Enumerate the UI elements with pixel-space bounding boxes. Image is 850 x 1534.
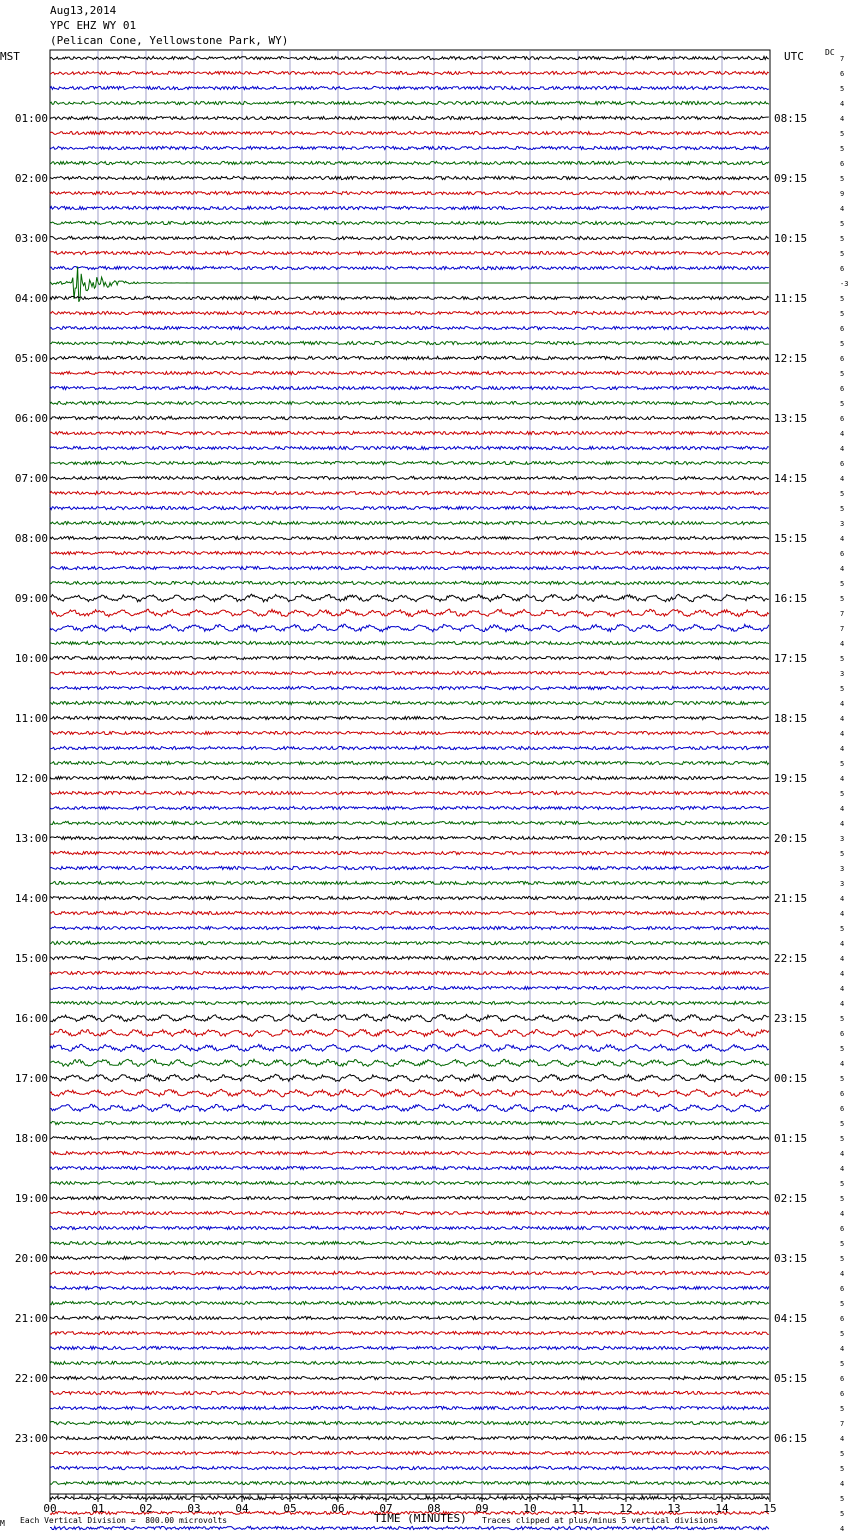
mst-hour-label: 19:00 — [14, 1192, 48, 1205]
seismic-trace — [50, 1301, 769, 1304]
dc-offset-label: 4 — [840, 1435, 845, 1443]
seismic-trace — [50, 941, 769, 944]
utc-hour-label: 13:15 — [774, 412, 808, 425]
dc-offset-label: 5 — [840, 220, 845, 228]
clip-note: Traces clipped at plus/minus 5 vertical divisions — [482, 1516, 719, 1525]
dc-offset-label: 3 — [840, 880, 845, 888]
seismic-trace — [50, 1496, 769, 1499]
dc-offset-label: 4 — [840, 970, 845, 978]
x-tick-label: 13 — [667, 1502, 681, 1515]
dc-offset-label: 5 — [840, 1015, 845, 1023]
seismic-trace — [50, 866, 769, 869]
seismic-trace — [50, 146, 769, 149]
seismic-trace — [50, 1391, 769, 1394]
seismic-trace — [50, 101, 769, 104]
seismic-trace — [50, 131, 769, 134]
dc-offset-label: 5 — [840, 1075, 845, 1083]
seismic-trace — [50, 1316, 769, 1319]
dc-offset-label: 6 — [840, 1390, 845, 1398]
dc-offset-label: 5 — [840, 85, 845, 93]
dc-offset-label: 5 — [840, 760, 845, 768]
x-tick-label: 06 — [331, 1502, 345, 1515]
seismic-trace — [50, 1286, 769, 1289]
seismic-trace — [50, 776, 769, 779]
seismic-trace — [50, 624, 769, 632]
utc-hour-label: 05:15 — [774, 1372, 808, 1385]
dc-offset-label: 4 — [840, 775, 845, 783]
mst-hour-label: 23:00 — [14, 1432, 48, 1445]
seismic-trace — [50, 686, 769, 689]
dc-offset-label: 5 — [840, 1120, 845, 1128]
utc-hour-label: 20:15 — [774, 832, 808, 845]
dc-offset-label: 6 — [840, 385, 845, 393]
mst-hour-label: 05:00 — [14, 352, 48, 365]
seismic-trace — [50, 1421, 769, 1424]
dc-offset-label: 6 — [840, 1225, 845, 1233]
dc-offset-label: 7 — [840, 55, 845, 63]
seismic-trace — [50, 221, 769, 224]
seismic-trace — [50, 671, 769, 674]
seismic-trace — [50, 851, 769, 854]
seismic-trace — [50, 56, 769, 59]
utc-hour-label: 16:15 — [774, 592, 808, 605]
dc-offset-label: 4 — [840, 100, 845, 108]
dc-offset-label: 5 — [840, 1510, 845, 1518]
dc-offset-label: 5 — [840, 310, 845, 318]
dc-offset-label: 4 — [840, 1345, 845, 1353]
dc-offset-label: 4 — [840, 115, 845, 123]
seismic-trace — [50, 1376, 769, 1379]
seismic-trace — [50, 1451, 769, 1454]
mst-hour-label: 22:00 — [14, 1372, 48, 1385]
seismic-trace — [50, 1181, 769, 1184]
dc-offset-label: 4 — [840, 640, 845, 648]
seismic-trace — [50, 1014, 769, 1021]
seismic-trace — [50, 1271, 769, 1274]
dc-offset-label: 5 — [840, 1180, 845, 1188]
seismic-trace — [50, 1104, 769, 1112]
seismic-trace — [50, 431, 769, 434]
mst-hour-label: 18:00 — [14, 1132, 48, 1145]
utc-hour-label: 14:15 — [774, 472, 808, 485]
seismic-trace — [50, 791, 769, 794]
seismic-trace — [50, 1226, 769, 1229]
dc-offset-label: 5 — [840, 235, 845, 243]
dc-offset-label: 5 — [840, 595, 845, 603]
seismic-trace — [50, 1074, 769, 1082]
x-tick-label: 12 — [619, 1502, 633, 1515]
seismic-trace — [50, 446, 769, 449]
seismic-trace — [50, 401, 769, 404]
dc-offset-label: 5 — [840, 1360, 845, 1368]
utc-hour-label: 04:15 — [774, 1312, 808, 1325]
seismic-trace — [50, 836, 769, 839]
mst-hour-label: 08:00 — [14, 532, 48, 545]
seismic-trace — [50, 311, 769, 314]
seismic-trace — [50, 1044, 769, 1052]
utc-hour-label: 06:15 — [774, 1432, 808, 1445]
dc-offset-label: 4 — [840, 205, 845, 213]
plot-date: Aug13,2014 — [50, 4, 117, 17]
utc-hour-label: 19:15 — [774, 772, 808, 785]
seismic-trace — [50, 116, 769, 119]
utc-hour-label: 11:15 — [774, 292, 808, 305]
dc-offset-label: 3 — [840, 865, 845, 873]
seismic-trace — [50, 609, 769, 617]
dc-offset-label: 4 — [840, 985, 845, 993]
dc-offset-label: 4 — [840, 715, 845, 723]
dc-offset-label: 5 — [840, 1330, 845, 1338]
dc-offset-label: 4 — [840, 1525, 845, 1533]
seismic-trace — [50, 656, 769, 659]
seismic-trace — [50, 1466, 769, 1469]
dc-offset-label: 6 — [840, 415, 845, 423]
x-tick-label: 08 — [427, 1502, 441, 1515]
dc-offset-label: 6 — [840, 1315, 845, 1323]
seismic-trace — [50, 326, 769, 329]
utc-hour-label: 09:15 — [774, 172, 808, 185]
dc-offset-label: 4 — [840, 940, 845, 948]
seismic-trace — [50, 371, 769, 374]
seismic-trace — [50, 551, 769, 554]
seismic-trace — [50, 956, 769, 959]
dc-offset-label: 5 — [840, 1135, 845, 1143]
dc-offset-label: 4 — [840, 910, 845, 918]
x-tick-label: 10 — [523, 1502, 537, 1515]
dc-offset-label: 4 — [840, 895, 845, 903]
dc-offset-label: 6 — [840, 1090, 845, 1098]
seismic-trace — [50, 1361, 769, 1364]
dc-offset-label: 5 — [840, 685, 845, 693]
x-axis-title: TIME (MINUTES) — [374, 1512, 467, 1525]
mst-axis-title: MST — [0, 50, 20, 63]
dc-offset-label: 4 — [840, 820, 845, 828]
seismic-trace — [50, 761, 769, 764]
dc-offset-label: 5 — [840, 340, 845, 348]
station-code: YPC EHZ WY 01 — [50, 19, 137, 32]
seismic-trace — [50, 1136, 769, 1139]
seismic-trace — [50, 1256, 769, 1259]
mst-hour-label: 15:00 — [14, 952, 48, 965]
dc-offset-label: 5 — [840, 850, 845, 858]
seismic-trace — [50, 1481, 769, 1484]
seismic-trace — [50, 251, 769, 254]
mst-hour-label: 21:00 — [14, 1312, 48, 1325]
seismic-trace — [50, 1241, 769, 1244]
dc-offset-label: 4 — [840, 475, 845, 483]
seismic-trace — [50, 926, 769, 929]
dc-offset-label: 5 — [840, 505, 845, 513]
dc-offset-label: 4 — [840, 1150, 845, 1158]
x-tick-label: 15 — [763, 1502, 777, 1515]
x-tick-label: 14 — [715, 1502, 729, 1515]
mst-hour-label: 02:00 — [14, 172, 48, 185]
dc-offset-label: 4 — [840, 745, 845, 753]
seismic-trace — [50, 161, 769, 164]
seismic-trace — [50, 521, 769, 524]
utc-hour-label: 03:15 — [774, 1252, 808, 1265]
dc-offset-label: 4 — [840, 1060, 845, 1068]
dc-offset-label: 5 — [840, 130, 845, 138]
dc-offset-label: 3 — [840, 835, 845, 843]
dc-offset-label: 6 — [840, 160, 845, 168]
seismic-trace — [50, 1526, 769, 1529]
seismic-trace — [50, 1196, 769, 1199]
utc-hour-label: 23:15 — [774, 1012, 808, 1025]
dc-offset-label: 5 — [840, 1495, 845, 1503]
x-tick-label: 00 — [43, 1502, 57, 1515]
dc-offset-label: 5 — [840, 1450, 845, 1458]
seismic-trace — [50, 821, 769, 824]
dc-offset-label: 4 — [840, 1210, 845, 1218]
seismic-trace — [50, 641, 769, 644]
mst-hour-label: 12:00 — [14, 772, 48, 785]
seismic-trace — [50, 236, 769, 239]
utc-hour-label: 02:15 — [774, 1192, 808, 1205]
dc-offset-label: 5 — [840, 145, 845, 153]
dc-offset-label: 6 — [840, 265, 845, 273]
dc-offset-label: 6 — [840, 1375, 845, 1383]
x-tick-label: 03 — [187, 1502, 201, 1515]
dc-offset-label: 9 — [840, 190, 845, 198]
dc-offset-label: -3 — [840, 280, 849, 288]
seismic-trace — [50, 731, 769, 734]
dc-offset-label: 4 — [840, 1480, 845, 1488]
x-tick-label: 11 — [571, 1502, 585, 1515]
dc-offset-label: 5 — [840, 490, 845, 498]
seismic-trace — [50, 191, 769, 194]
dc-offset-label: 5 — [840, 1045, 845, 1053]
seismic-trace — [50, 806, 769, 809]
x-tick-label: 04 — [235, 1502, 249, 1515]
seismic-trace — [50, 476, 769, 479]
seismic-trace — [50, 266, 769, 269]
dc-offset-label: 3 — [840, 670, 845, 678]
dc-offset-label: 6 — [840, 325, 845, 333]
mst-hour-label: 07:00 — [14, 472, 48, 485]
x-tick-label: 02 — [139, 1502, 153, 1515]
utc-hour-label: 00:15 — [774, 1072, 808, 1085]
seismic-trace — [50, 1089, 769, 1097]
seismic-trace — [50, 416, 769, 419]
dc-offset-label: 7 — [840, 625, 845, 633]
seismic-trace — [50, 267, 769, 302]
seismic-trace — [50, 986, 769, 989]
seismic-trace — [50, 1151, 769, 1154]
dc-offset-label: 5 — [840, 925, 845, 933]
seismic-trace — [50, 176, 769, 179]
dc-offset-label: 5 — [840, 1255, 845, 1263]
utc-hour-label: 15:15 — [774, 532, 808, 545]
dc-offset-label: 5 — [840, 580, 845, 588]
dc-offset-label: 4 — [840, 565, 845, 573]
mst-hour-label: 20:00 — [14, 1252, 48, 1265]
seismic-trace — [50, 1059, 769, 1066]
seismic-trace — [50, 971, 769, 974]
mst-hour-label: 11:00 — [14, 712, 48, 725]
dc-offset-label: 6 — [840, 70, 845, 78]
seismic-trace — [50, 341, 769, 344]
dc-offset-label: 5 — [840, 655, 845, 663]
dc-offset-label: 5 — [840, 1405, 845, 1413]
dc-offset-label: 7 — [840, 610, 845, 618]
seismic-trace — [50, 461, 769, 464]
mst-hour-label: 10:00 — [14, 652, 48, 665]
dc-offset-label: 6 — [840, 355, 845, 363]
station-location: (Pelican Cone, Yellowstone Park, WY) — [50, 34, 289, 47]
seismic-trace — [50, 581, 769, 584]
dc-offset-label: 3 — [840, 520, 845, 528]
seismic-trace — [50, 746, 769, 749]
seismic-trace — [50, 86, 769, 89]
dc-offset-label: 7 — [840, 1420, 845, 1428]
corner-mark: M — [0, 1519, 5, 1528]
dc-offset-label: 5 — [840, 400, 845, 408]
seismic-trace — [50, 716, 769, 719]
mst-hour-label: 14:00 — [14, 892, 48, 905]
vertical-division-note: Each Vertical Division = 800.00 microvolts — [20, 1516, 228, 1525]
mst-hour-label: 06:00 — [14, 412, 48, 425]
dc-offset-label: 4 — [840, 1000, 845, 1008]
dc-offset-label: 5 — [840, 250, 845, 258]
dc-offset-label: 6 — [840, 1030, 845, 1038]
seismic-trace — [50, 386, 769, 389]
seismic-trace — [50, 701, 769, 704]
dc-offset-label: 4 — [840, 445, 845, 453]
seismic-trace — [50, 1121, 769, 1124]
mst-hour-label: 13:00 — [14, 832, 48, 845]
dc-offset-label: 6 — [840, 1105, 845, 1113]
dc-offset-label: 4 — [840, 430, 845, 438]
x-tick-label: 01 — [91, 1502, 105, 1515]
seismic-trace — [50, 491, 769, 494]
seismic-trace — [50, 594, 769, 602]
x-tick-label: 07 — [379, 1502, 393, 1515]
utc-hour-label: 22:15 — [774, 952, 808, 965]
dc-offset-label: 4 — [840, 1270, 845, 1278]
seismic-trace — [50, 71, 769, 74]
mst-hour-label: 17:00 — [14, 1072, 48, 1085]
seismic-trace — [50, 1211, 769, 1214]
dc-offset-label: 5 — [840, 1195, 845, 1203]
seismic-trace — [50, 536, 769, 539]
dc-offset-label: 5 — [840, 790, 845, 798]
utc-hour-label: 08:15 — [774, 112, 808, 125]
mst-hour-label: 16:00 — [14, 1012, 48, 1025]
seismic-trace — [50, 206, 769, 209]
mst-hour-label: 03:00 — [14, 232, 48, 245]
dc-offset-label: 6 — [840, 1285, 845, 1293]
mst-hour-label: 04:00 — [14, 292, 48, 305]
utc-hour-label: 10:15 — [774, 232, 808, 245]
seismic-trace — [50, 1331, 769, 1334]
seismic-trace — [50, 1166, 769, 1169]
dc-offset-label: 4 — [840, 730, 845, 738]
mst-hour-label: 01:00 — [14, 112, 48, 125]
seismic-trace — [50, 506, 769, 509]
dc-offset-label: 5 — [840, 1240, 845, 1248]
dc-offset-label: 6 — [840, 460, 845, 468]
seismic-trace — [50, 896, 769, 899]
utc-axis-title: UTC — [784, 50, 804, 63]
utc-hour-label: 21:15 — [774, 892, 808, 905]
seismic-trace — [50, 881, 769, 884]
dc-offset-label: 6 — [840, 550, 845, 558]
dc-offset-label: 5 — [840, 295, 845, 303]
utc-hour-label: 18:15 — [774, 712, 808, 725]
dc-offset-label: 5 — [840, 1300, 845, 1308]
seismic-trace — [50, 1436, 769, 1439]
dc-offset-label: 5 — [840, 370, 845, 378]
seismic-trace — [50, 296, 769, 299]
x-tick-label: 09 — [475, 1502, 489, 1515]
dc-offset-label: 4 — [840, 1165, 845, 1173]
x-tick-label: 05 — [283, 1502, 297, 1515]
mst-hour-label: 09:00 — [14, 592, 48, 605]
seismic-trace — [50, 1346, 769, 1349]
seismic-trace — [50, 566, 769, 569]
seismic-trace — [50, 1029, 769, 1036]
seismic-trace — [50, 1406, 769, 1409]
utc-hour-label: 01:15 — [774, 1132, 808, 1145]
dc-offset-label: 4 — [840, 955, 845, 963]
dc-label: DC — [825, 48, 835, 57]
utc-hour-label: 17:15 — [774, 652, 808, 665]
utc-hour-label: 12:15 — [774, 352, 808, 365]
dc-offset-label: 5 — [840, 1465, 845, 1473]
seismic-trace — [50, 356, 769, 359]
dc-offset-label: 4 — [840, 700, 845, 708]
seismic-trace — [50, 1001, 769, 1004]
dc-offset-label: 4 — [840, 805, 845, 813]
plot-frame — [50, 50, 770, 1494]
seismic-trace — [50, 911, 769, 914]
dc-offset-label: 4 — [840, 535, 845, 543]
dc-offset-label: 5 — [840, 175, 845, 183]
